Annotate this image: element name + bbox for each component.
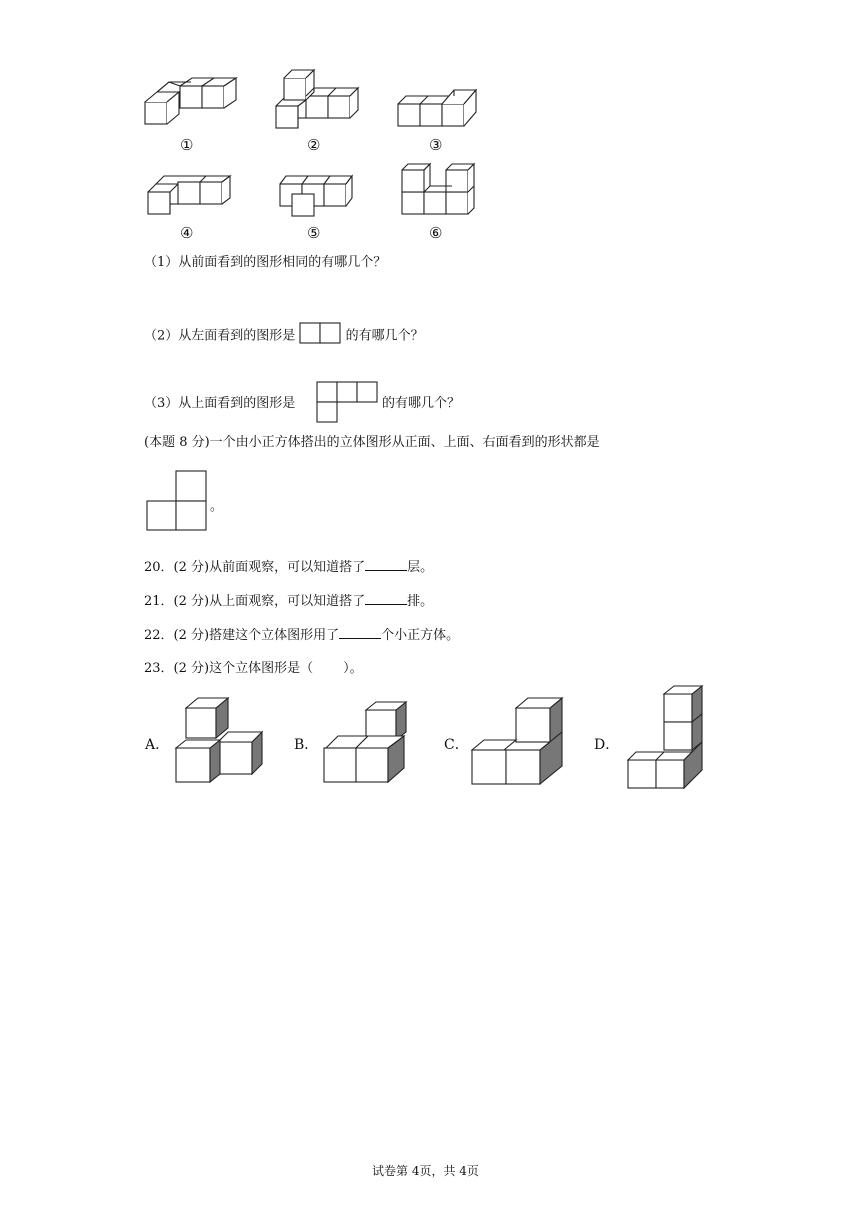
item-21-tail: 排。 (407, 594, 434, 609)
item-22-blank[interactable] (339, 626, 381, 639)
section-intro-end: 。 (210, 499, 224, 514)
figure-label-3: ③ (429, 136, 443, 154)
question-3-tail: 的有哪几个？ (382, 396, 461, 411)
question-3 (144, 395, 295, 413)
item-22 (144, 626, 459, 645)
left-view-shape (299, 322, 341, 350)
item-21-number: 21． (144, 594, 174, 609)
item-22-number: 22． (144, 628, 174, 643)
item-23-number: 23． (144, 661, 174, 676)
option-a-figure[interactable] (170, 696, 270, 796)
figure-2 (270, 68, 390, 138)
three-view-shape (146, 470, 210, 534)
page-footer: 试卷第 4页，共 4页 (372, 1164, 479, 1178)
option-a-label[interactable]: A． (145, 737, 170, 753)
option-b-label[interactable]: B． (294, 737, 319, 753)
section-intro: (本题 8 分)一个由小正方体搭出的立体图形从正面、上面、右面看到的形状都是 (144, 435, 600, 450)
figure-1 (140, 78, 260, 138)
figure-label-5: ⑤ (307, 224, 321, 242)
option-b-figure[interactable] (318, 696, 418, 796)
item-22-tail: 个小正方体。 (381, 628, 460, 643)
figure-3 (394, 84, 514, 144)
figure-5 (274, 172, 394, 232)
option-c-label[interactable]: C． (444, 737, 469, 753)
item-20-text: (2 分)从前面观察，可以知道搭了 (173, 560, 366, 575)
question-2-tail: 的有哪几个？ (345, 328, 424, 344)
question-2 (144, 322, 424, 350)
option-d-figure[interactable] (622, 684, 732, 794)
item-21-text: (2 分)从上面观察，可以知道搭了 (173, 594, 366, 609)
figure-label-2: ② (307, 136, 321, 154)
item-22-text: (2 分)搭建这个立体图形用了 (173, 628, 340, 643)
top-view-shape (316, 381, 380, 425)
figure-label-1: ① (180, 136, 194, 154)
question-3-text: （3）从上面看到的图形是 (144, 396, 296, 411)
figure-label-4: ④ (180, 224, 194, 242)
figure-label-6: ⑥ (429, 224, 443, 242)
item-23 (144, 660, 363, 678)
item-21-blank[interactable] (365, 592, 407, 605)
question-1: （1）从前面看到的图形相同的有哪几个？ (144, 255, 387, 270)
question-2-text: （2）从左面看到的图形是 (144, 328, 296, 344)
item-20 (144, 558, 433, 577)
item-20-blank[interactable] (365, 558, 407, 571)
item-23-tail: ）。 (343, 661, 363, 676)
item-20-number: 20． (144, 560, 174, 575)
figure-4 (142, 172, 262, 232)
option-d-label[interactable]: D． (594, 737, 620, 753)
item-21 (144, 592, 433, 611)
item-23-text: (2 分)这个立体图形是（ (173, 661, 314, 676)
option-c-figure[interactable] (470, 696, 580, 796)
figure-6 (398, 160, 518, 230)
item-20-tail: 层。 (407, 560, 434, 575)
